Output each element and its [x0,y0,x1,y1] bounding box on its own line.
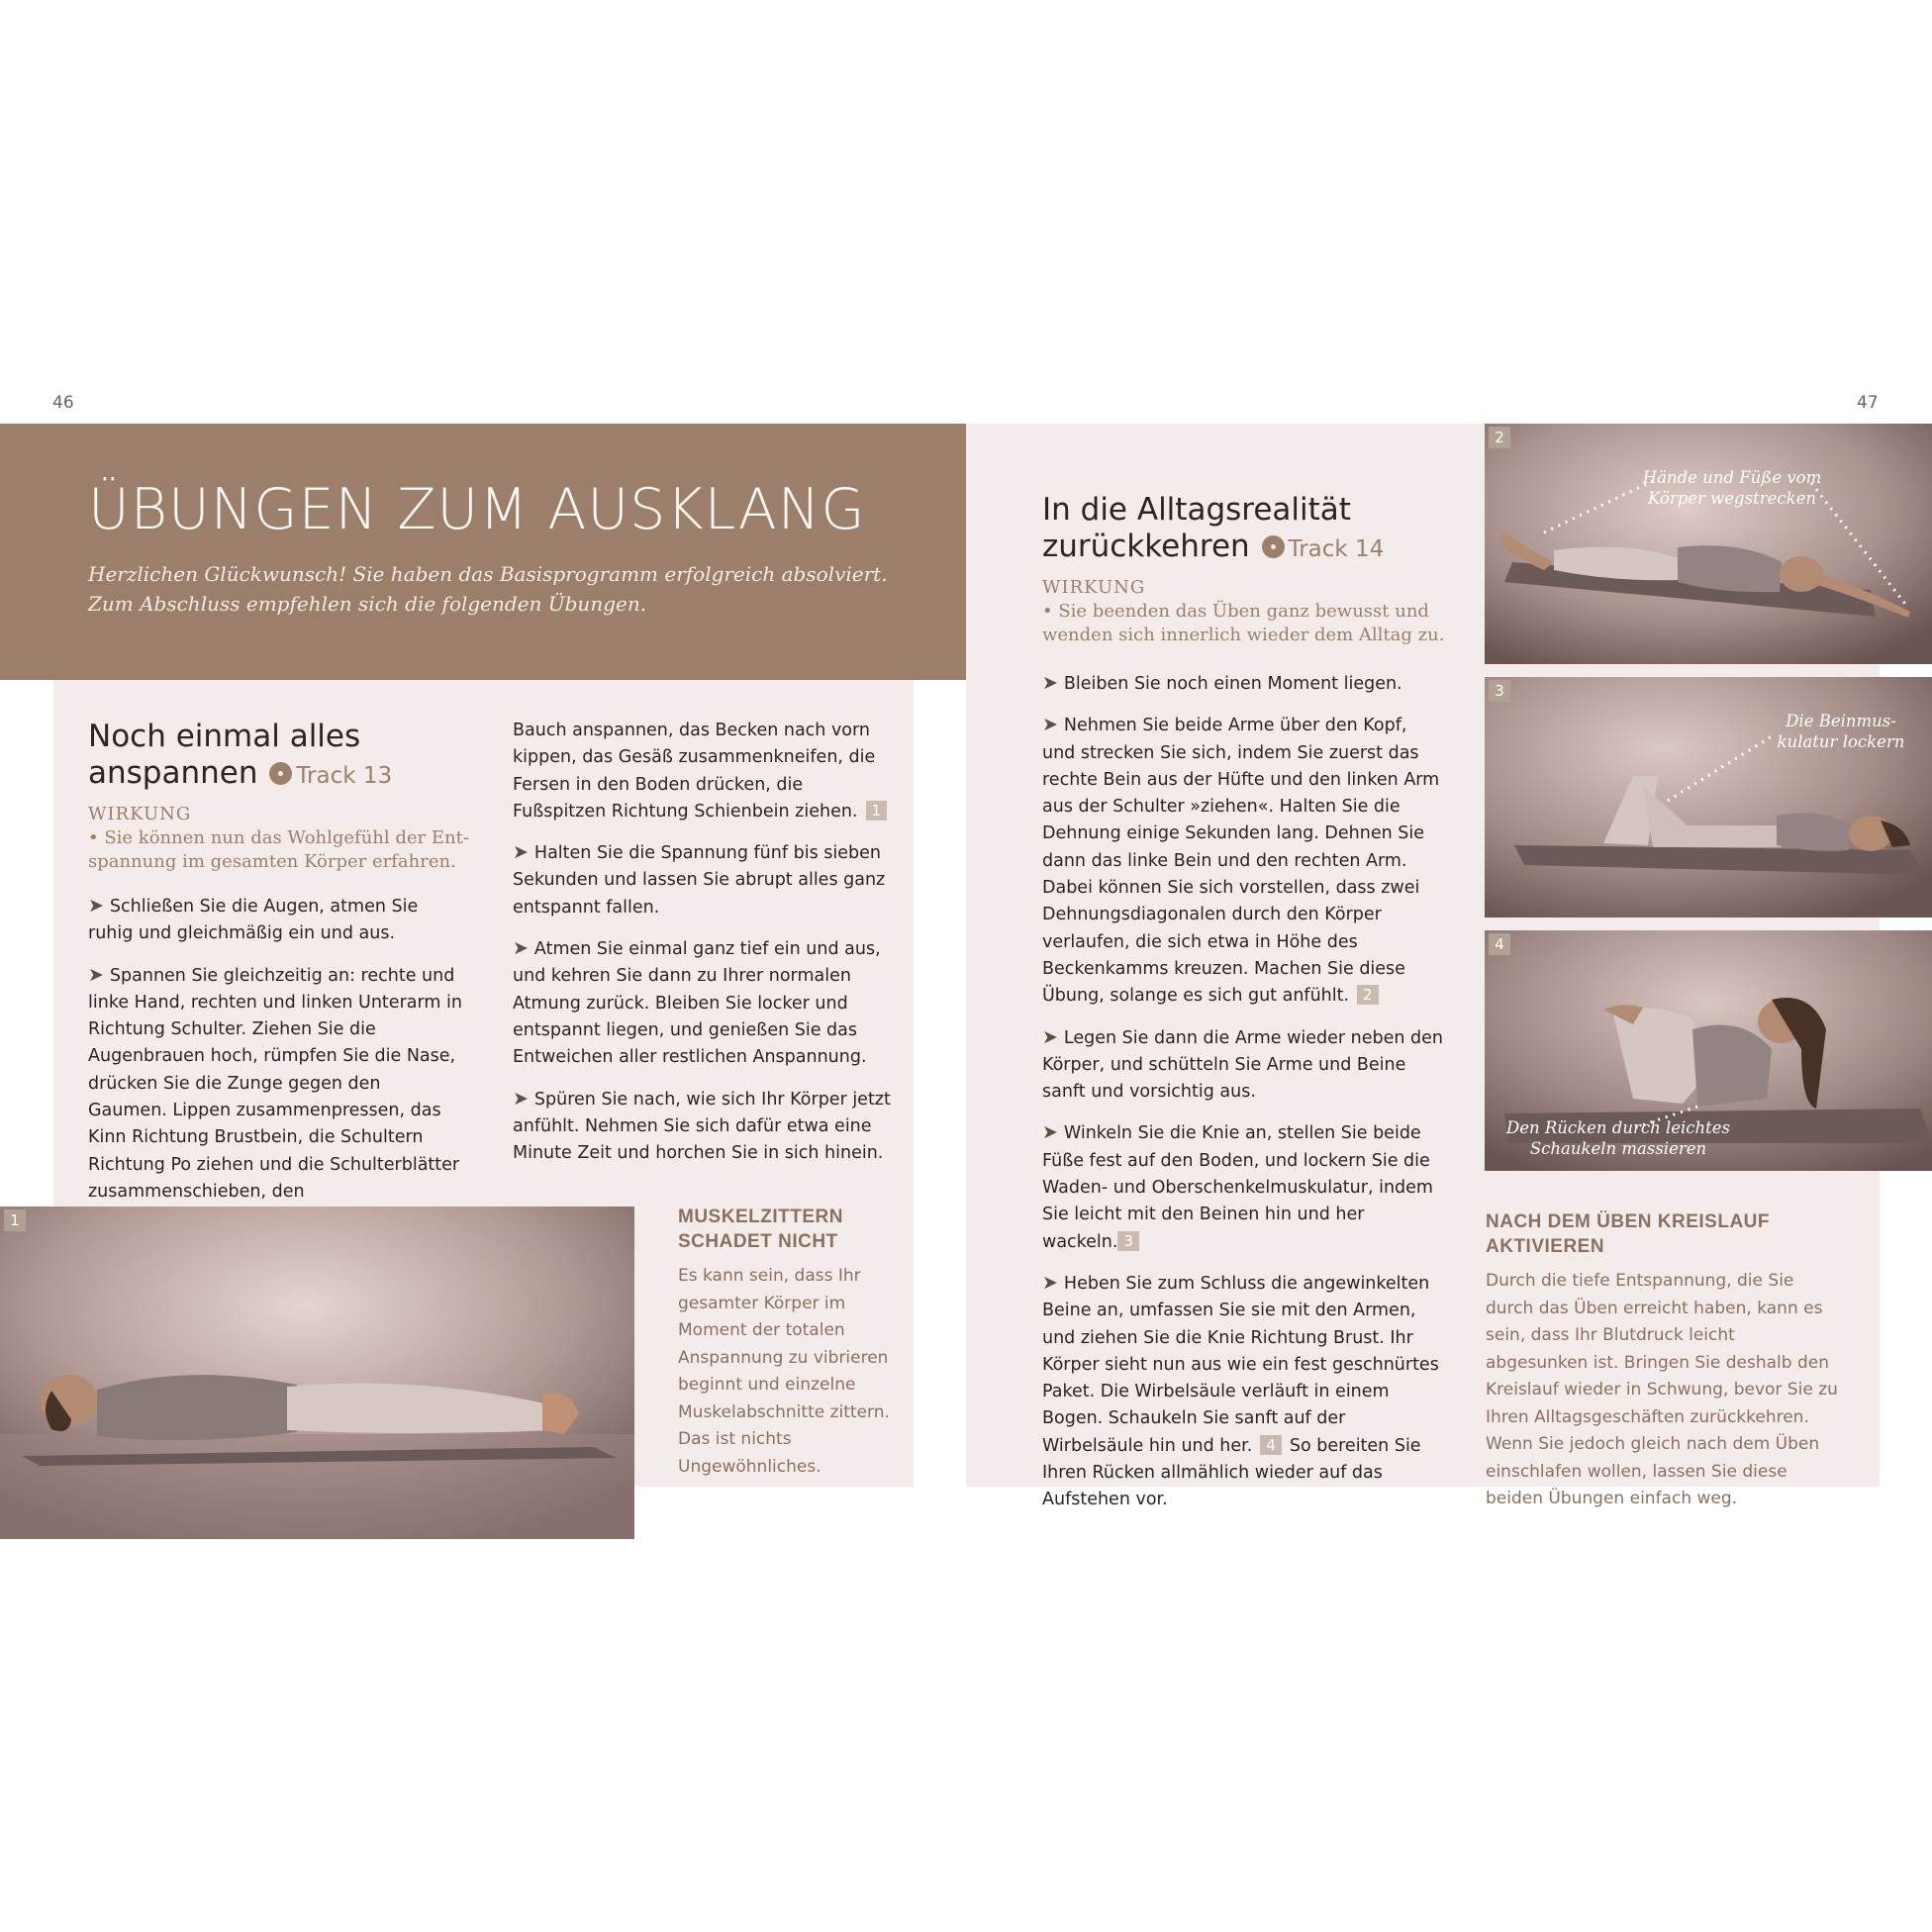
step-paragraph: ➤ Heben Sie zum Schluss die angewinkelten Beine an, umfassen Sie sie mit den Armen, und ziehen Sie die Knie Richtung Brust. Ihr Körper sieht nun aus wie ein fest geschnürtes Paket. Die Wirbelsäule verläuft in einem Bogen. Schaukeln Sie sanft auf der Wirbelsäule hin und her. 4 So bereiten Sie Ihren Rücken allmählich wieder auf das Aufstehen vor. [1042,1271,1439,1510]
chapter-header [0,424,967,680]
arrow-icon: ➤ [1042,1271,1058,1294]
photo-stretch [1485,424,1932,664]
arrow-icon: ➤ [1042,1025,1058,1048]
photo-number-badge: 2 [1489,427,1510,448]
photo-number-badge: 4 [1489,933,1510,955]
tip-heading: MUSKELZITTERN SCHADET NICHT [678,1207,843,1252]
photo-legs-loosen [1485,677,1932,918]
step-paragraph: ➤ Winkeln Sie die Knie an, stellen Sie beide Füße fest auf den Boden, und lockern Sie die Waden- und Oberschenkelmuskulatur, indem Sie leicht mit den Beinen hin und her wackeln. 3 [1042,1121,1433,1252]
right-section-title: In die Alltagsrealität zurückkehren Track 14 [1042,492,1385,564]
chapter-title: ÜBUNGEN ZUM AUSKLANG [88,477,866,542]
arrow-icon: ➤ [88,895,104,917]
photo-illustration [1485,424,1932,664]
photo-rocking [1485,930,1932,1171]
right-column [1042,670,1443,1528]
photo-lying-tense [0,1207,634,1539]
tip-box-muskelzittern [678,1205,891,1481]
arrow-icon: ➤ [1042,714,1058,736]
chapter-subtitle: Herzlichen Glückwunsch! Sie haben das Basisprogramm erfolgreich absolviert. Zum Abschluss empfehlen sich die folgenden Übungen. [88,562,888,616]
photo-caption: Die Beinmus- kulatur lockern [1777,712,1905,751]
left-column-1 [88,893,464,1219]
tip-text: Es kann sein, dass Ihr gesamter Körper im Moment der totalen Anspannung zu vibrieren beginnt und einzelne Muskelabschnitte zittern. Das ist nichts Ungewöhnliches. [678,1266,890,1477]
photo-caption: Den Rücken durch leichtes Schaukeln massieren [1505,1118,1731,1158]
step-paragraph: ➤ Legen Sie dann die Arme wieder neben den Körper, und schütteln Sie Arme und Beine sanft und vorsichtig aus. [1042,1025,1443,1103]
arrow-icon: ➤ [513,937,529,960]
left-wirkung: WIRKUNG • Sie können nun das Wohlgefühl der Ent- spannung im gesamten Körper erfahren. [88,804,469,872]
arrow-icon: ➤ [1042,1121,1058,1144]
step-paragraph: ➤ Nehmen Sie beide Arme über den Kopf, und strecken Sie sich, indem Sie zuerst das rechte Bein aus der Hüfte und den linken Arm aus der Schulter »ziehen«. Halten Sie die Dehnung einige Sekunden lang. Dehnen Sie dann das linke Bein und den rechten Arm. Dabei können Sie sich vorstellen, dass zwei Dehnungsdiagonalen durch den Körper verlaufen, die sich etwa in Höhe des Beckenkamms kreuzen. Machen Sie diese Übung, solange es sich gut anfühlt. 2 [1042,714,1440,1007]
arrow-icon: ➤ [1042,672,1058,694]
right-wirkung: WIRKUNG • Sie beenden das Üben ganz bewusst und wenden sich innerlich wieder dem Alltag zu. [1042,577,1445,645]
photo-illustration [0,1207,634,1539]
figure-ref: 3 [1117,1231,1139,1251]
step-paragraph: ➤ Schließen Sie die Augen, atmen Sie ruhig und gleichmäßig ein und aus. [88,895,419,944]
step-paragraph: Bauch anspannen, das Becken nach vorn kippen, das Gesäß zusammenkneifen, die Fersen in den Boden drücken, die Fußspitzen Richtung Schienbein ziehen. 1 [513,718,891,825]
figure-ref: 4 [1260,1435,1282,1455]
step-paragraph: ➤ Bleiben Sie noch einen Moment liegen. [1042,672,1402,694]
audio-disc-icon [269,762,292,785]
photo-number-badge: 1 [4,1209,26,1231]
track-label: Track 13 [296,763,393,789]
arrow-icon: ➤ [513,1087,529,1110]
audio-disc-icon [1262,535,1285,558]
page-number-left: 46 [52,393,74,413]
step-paragraph: ➤ Spannen Sie gleichzeitig an: rechte und linke Hand, rechten und linken Unterarm in Richtung Schulter. Ziehen Sie die Augenbrauen hoch, rümpfen Sie die Nase, drücken Sie die Zunge gegen den Gaumen. Lippen zusammenpressen, das Kinn Richtung Brustbein, die Schultern Richtung Po ziehen und die Schulterblätter zusammenschieben, den [88,963,462,1202]
track-label: Track 14 [1288,536,1385,562]
tip-box-kreislauf [1486,1209,1842,1513]
tip-text: Durch die tiefe Entspannung, die Sie durch das Üben erreicht haben, kann es sein, dass Ihr Blutdruck leicht abgesunken ist. Bringen Sie deshalb den Kreislauf wieder in Schwung, bevor Sie zu Ihren Alltagsgeschäften zurückkehren. Wenn Sie jedoch gleich nach dem Üben einschlafen wollen, lassen Sie diese beiden Übungen einfach weg. [1486,1271,1838,1508]
photo-number-badge: 3 [1489,680,1510,702]
left-column-2 [513,718,891,1181]
figure-ref: 2 [1357,985,1379,1005]
right-section-heading [1042,492,1458,647]
photo-caption: Hände und Füße vom Körper wegstrecken [1642,468,1822,508]
page-number-right: 47 [1857,393,1879,413]
figure-ref: 1 [866,801,888,821]
step-paragraph: ➤ Atmen Sie einmal ganz tief ein und aus, und kehren Sie dann zu Ihrer normalen Atmung zurück. Bleiben Sie locker und entspannt liegen, und genießen Sie das Entweichen aller restlichen Anspannung. [513,937,881,1068]
arrow-icon: ➤ [88,963,104,986]
left-section-heading [88,719,504,874]
left-section-title: Noch einmal alles anspannen Track 13 [88,719,393,791]
step-paragraph: ➤ Spüren Sie nach, wie sich Ihr Körper jetzt anfühlt. Nehmen Sie sich dafür etwa eine Minute Zeit und horchen Sie in sich hinein. [513,1087,891,1164]
tip-heading: NACH DEM ÜBEN KREISLAUF AKTIVIEREN [1486,1211,1770,1257]
step-paragraph: ➤ Halten Sie die Spannung fünf bis sieben Sekunden und lassen Sie abrupt alles ganz entspannt fallen. [513,841,886,918]
arrow-icon: ➤ [513,841,529,864]
